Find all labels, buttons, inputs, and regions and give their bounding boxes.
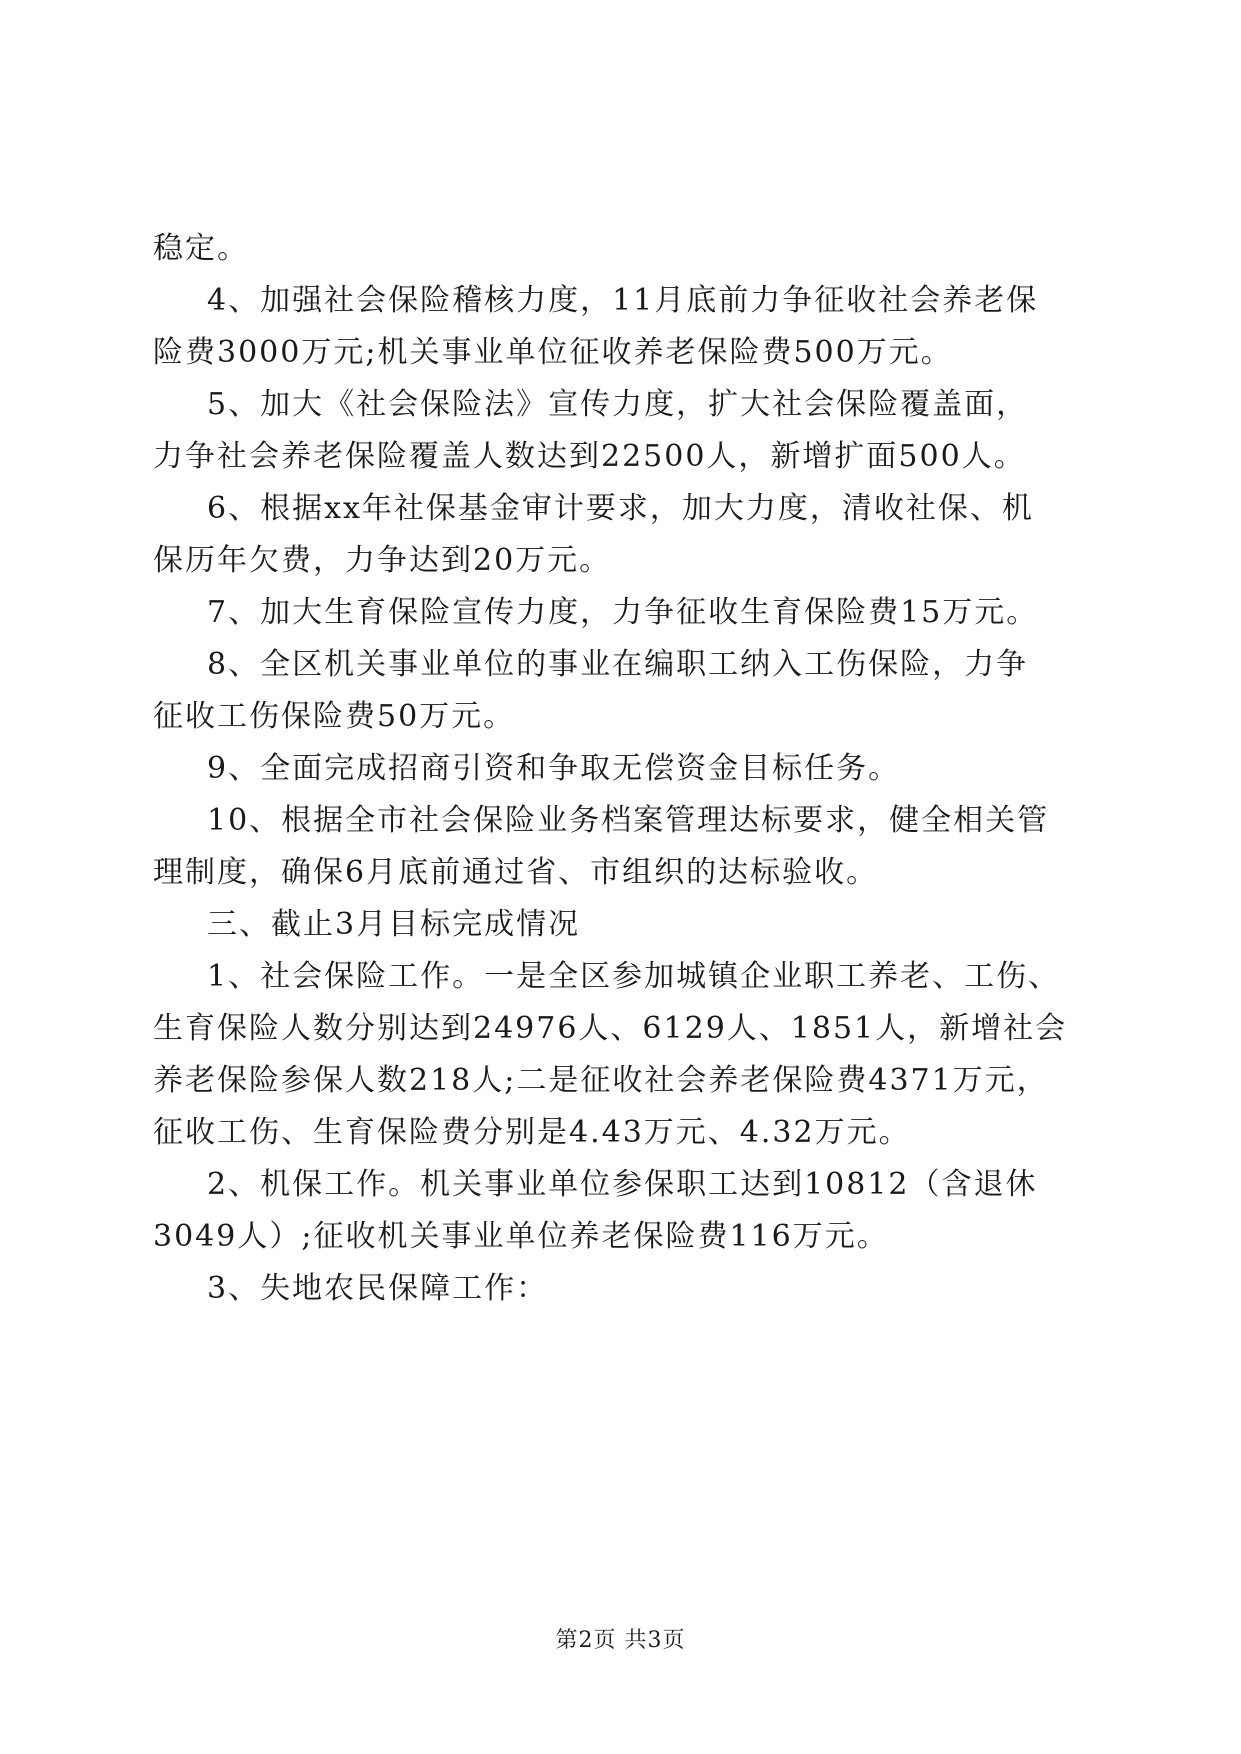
section-heading: 三、截止3月目标完成情况 (207, 907, 581, 942)
text-line: 养老保险参保人数218人;二是征收社会养老保险费4371万元， (153, 1063, 1049, 1098)
text-line: 7、加大生育保险宣传力度，力争征收生育保险费15万元。 (207, 595, 1039, 630)
text-line: 稳定。 (153, 231, 249, 266)
text-line: 3049人）;征收机关事业单位养老保险费116万元。 (153, 1219, 889, 1254)
text-line: 生育保险人数分别达到24976人、6129人、1851人，新增社会 (153, 1011, 1068, 1046)
text-line: 力争社会养老保险覆盖人数达到22500人，新增扩面500人。 (153, 439, 1026, 474)
text-line: 1、社会保险工作。一是全区参加城镇企业职工养老、工伤、 (207, 959, 1061, 994)
text-line: 险费3000万元;机关事业单位征收养老保险费500万元。 (153, 335, 953, 370)
text-line: 9、全面完成招商引资和争取无偿资金目标任务。 (207, 751, 901, 786)
text-line: 保历年欠费，力争达到20万元。 (153, 543, 612, 578)
text-line: 2、机保工作。机关事业单位参保职工达到10812（含退休 (207, 1167, 1038, 1202)
text-line: 征收工伤、生育保险费分别是4.43万元、4.32万元。 (153, 1115, 911, 1150)
text-line: 6、根据xx年社保基金审计要求，加大力度，清收社保、机 (207, 491, 1034, 526)
text-line: 征收工伤保险费50万元。 (153, 699, 516, 734)
text-line: 8、全区机关事业单位的事业在编职工纳入工伤保险，力争 (207, 647, 1029, 682)
text-line: 4、加强社会保险稽核力度，11月底前力争征收社会养老保 (207, 283, 1039, 318)
text-line: 理制度，确保6月底前通过省、市组织的达标验收。 (153, 855, 879, 890)
text-line: 10、根据全市社会保险业务档案管理达标要求，健全相关管 (207, 803, 1050, 838)
page-number: 第2页 共3页 (555, 1628, 686, 1653)
text-line: 3、失地农民保障工作： (207, 1271, 549, 1306)
text-line: 5、加大《社会保险法》宣传力度，扩大社会保险覆盖面， (207, 387, 1029, 422)
